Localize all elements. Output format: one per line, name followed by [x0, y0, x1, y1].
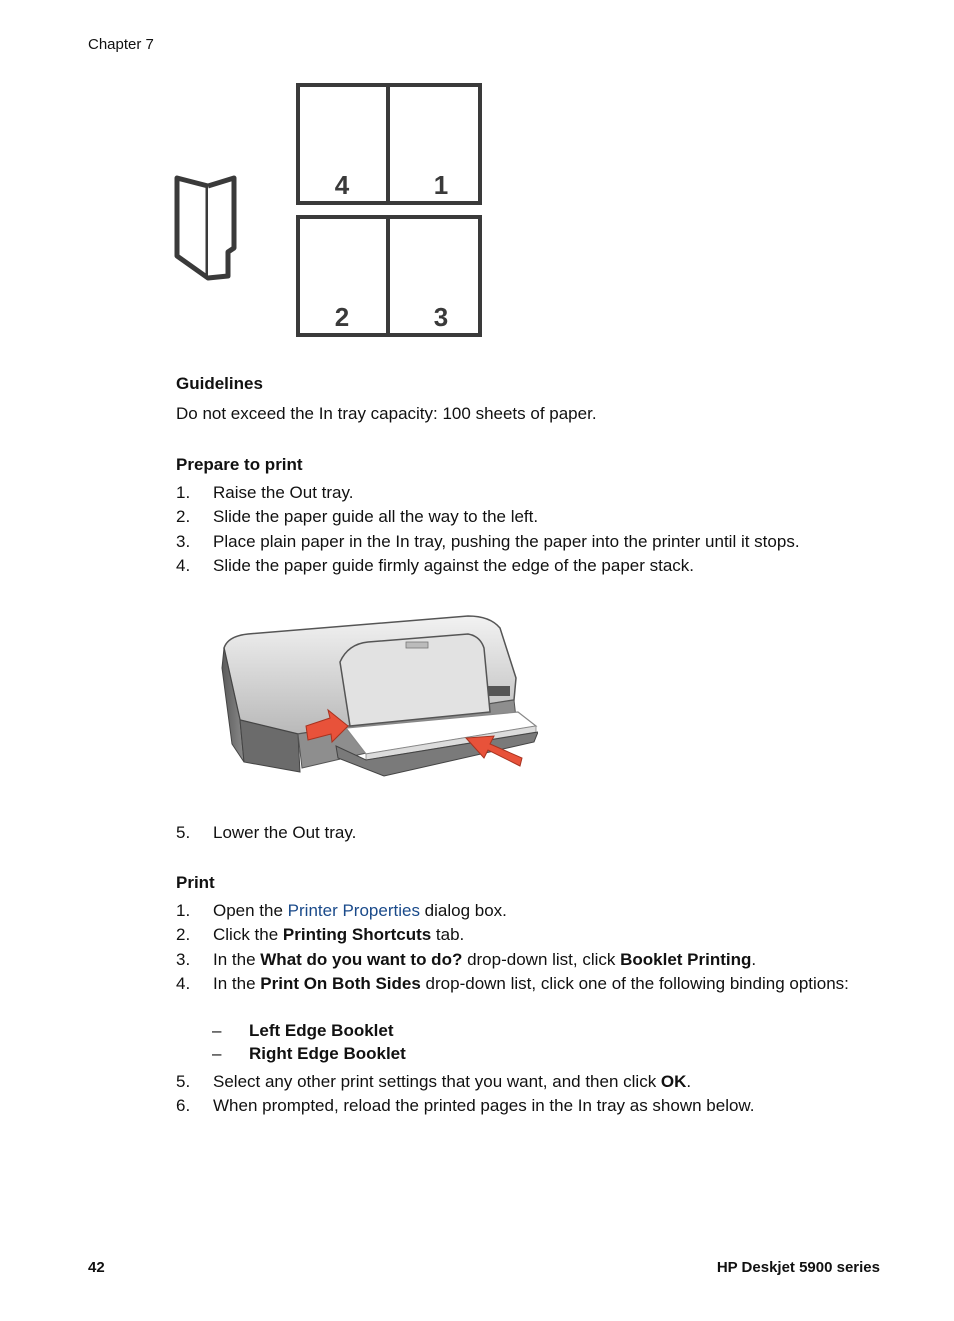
step-text	[213, 923, 863, 946]
step-text: Slide the paper guide all the way to the left.	[213, 507, 539, 526]
ui-term: Booklet Printing	[620, 950, 752, 969]
input-tray-paper-support	[340, 634, 490, 726]
step-text	[213, 948, 863, 971]
prepare-heading: Prepare to print	[176, 455, 303, 474]
step-number: 1.	[176, 901, 191, 920]
booklet-layout-figure	[172, 78, 492, 342]
step-text-part: Select any other print settings that you want, and then click	[213, 1072, 661, 1091]
ui-term: Printing Shortcuts	[282, 925, 432, 944]
binding-option-label: Left Edge Booklet	[249, 1021, 394, 1040]
step-number: 4.	[176, 556, 191, 575]
ui-term: OK	[660, 1072, 687, 1091]
step-text-part: .	[751, 950, 757, 969]
dash-bullet: –	[212, 1021, 222, 1040]
guidelines-heading: Guidelines	[176, 374, 263, 393]
step-number: 2.	[176, 507, 191, 526]
step-number: 5.	[176, 823, 191, 842]
guidelines-text: Do not exceed the In tray capacity: 100 sheets of paper.	[176, 404, 597, 423]
step-text-part: tab.	[431, 925, 465, 944]
footer-page-number: 42	[88, 1259, 105, 1276]
page-number-4: 4	[334, 170, 350, 200]
step-text-part: In the	[213, 974, 261, 993]
running-head-chapter: Chapter 7	[88, 36, 154, 53]
step-text	[213, 972, 863, 995]
ui-term: Print On Both Sides	[260, 974, 421, 993]
step-number: 1.	[176, 483, 191, 502]
sheet-front	[298, 85, 480, 203]
step-text-part: drop-down list, click one of the following binding options:	[420, 974, 849, 993]
step-text-part: Open the	[213, 901, 288, 920]
step-number: 6.	[176, 1096, 191, 1115]
footer-product-name: HP Deskjet 5900 series	[716, 1259, 880, 1276]
print-heading: Print	[176, 873, 215, 892]
page-number-2: 2	[334, 302, 350, 332]
step-number: 5.	[176, 1072, 191, 1091]
step-number: 3.	[176, 950, 191, 969]
step-text: Raise the Out tray.	[213, 483, 354, 502]
step-text: Slide the paper guide firmly against the edge of the paper stack.	[213, 556, 695, 575]
step-text	[213, 1070, 863, 1093]
printer-paper-loading-figure	[218, 608, 538, 788]
step-text: Lower the Out tray.	[213, 823, 357, 842]
step-text-part: drop-down list, click	[462, 950, 621, 969]
step-text-part: dialog box.	[419, 901, 507, 920]
page-number-1: 1	[433, 170, 449, 200]
step-text	[213, 899, 863, 922]
sheet-back	[298, 217, 480, 335]
printer-properties-link[interactable]: Printer Properties	[287, 901, 420, 920]
step-text-part: In the	[213, 950, 261, 969]
step-number: 2.	[176, 925, 191, 944]
folded-booklet-icon	[177, 178, 234, 278]
ui-term: What do you want to do?	[260, 950, 463, 969]
step-text-part: Click the	[213, 925, 283, 944]
dash-bullet: –	[212, 1044, 222, 1063]
binding-option-label: Right Edge Booklet	[249, 1044, 406, 1063]
step-text: Place plain paper in the In tray, pushing the paper into the printer until it stops.	[213, 532, 800, 551]
page-number-3: 3	[433, 302, 449, 332]
step-number: 3.	[176, 532, 191, 551]
step-number: 4.	[176, 974, 191, 993]
step-text: When prompted, reload the printed pages in the In tray as shown below.	[213, 1096, 755, 1115]
step-text-part: .	[686, 1072, 692, 1091]
